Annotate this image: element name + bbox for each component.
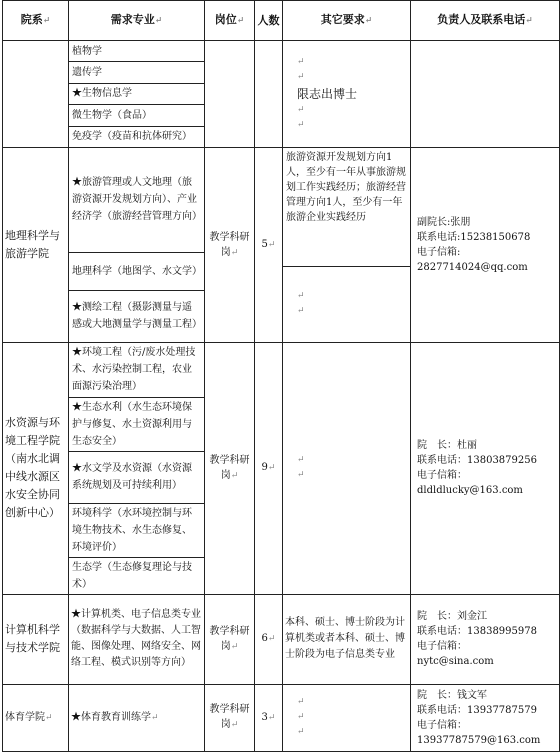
header-contact: 负责人及联系电话↵: [411, 1, 560, 41]
other-cell: ↵ ↵: [283, 343, 411, 595]
other-requirement: 旅游资源开发规划方向1人，至少有一年从事旅游规划工作实践经历；旅游经营管理方向1人，至少有一年旅游企业实践经历: [283, 148, 410, 266]
contact-name: 院 长：钱文军: [417, 689, 487, 701]
contact-cell: [411, 343, 560, 595]
contact-cell: [411, 148, 560, 343]
contact-name: 院 长：杜丽: [417, 440, 477, 452]
contact-cell: [411, 594, 560, 684]
table-row: [3, 41, 560, 148]
count-cell: [255, 41, 283, 148]
major-cell: ★体育教育训练学↵: [69, 684, 205, 751]
college-cell: 体育学院↵: [3, 684, 69, 751]
contact-email: nytc@sina.com: [417, 656, 494, 667]
major-item: ★水文学及水资源（水资源系统规划及可持续利用）: [69, 451, 204, 503]
major-cell: ★计算机类、电子信息类专业（数据科学与大数据、人工智能、图像处理、网络安全、网络工程、模式识别等方向）: [69, 594, 205, 684]
contact-email: 2827714024@qq.com: [417, 262, 528, 273]
post-cell: [205, 41, 255, 148]
major-item: 环境科学（水环境控制与环境生物技术、水生态修复、环境评价）: [69, 503, 204, 557]
other-cell: 旅游资源开发规划方向1人，至少有一年从事旅游规划工作实践经历；旅游经营管理方向1人，至少有一年旅游企业实践经历 ↵ ↵: [283, 148, 411, 343]
contact-email-label: 电子信箱：: [417, 470, 467, 482]
contact-email-label: 电子信箱：: [417, 719, 467, 731]
major-item: 遗传学: [69, 62, 204, 83]
major-item: 地理科学（地图学、水文学）: [69, 252, 204, 290]
table-row: [3, 148, 560, 343]
contact-cell: [411, 684, 560, 751]
table-row: [3, 684, 560, 751]
header-count: 人数: [255, 1, 283, 41]
contact-name: 院 长：刘金江: [417, 611, 487, 622]
post-cell: 教学科研岗↵: [205, 594, 255, 684]
contact-email-label: 电子信箱:: [417, 247, 461, 258]
major-item: ★环境工程（污/废水处理技术、水污染控制工程，农业面源污染治理）: [69, 343, 204, 397]
header-college: 院系↵: [3, 1, 69, 41]
major-item: ★生物信息学: [69, 83, 204, 104]
table-row: [3, 594, 560, 684]
post-cell: 教学科研岗↵: [205, 148, 255, 343]
college-cell: 计算机科学与技术学院: [3, 594, 69, 684]
count-cell: 9↵: [255, 343, 283, 595]
major-item: ★旅游管理或人文地理（旅游资源开发规划方向）、产业经济学（旅游经营管理方向）: [69, 148, 204, 252]
header-other: 其它要求↵: [283, 1, 411, 41]
major-item: ★生态水利（水生态环境保护与修复、水土资源利用与生态安全）: [69, 397, 204, 451]
contact-phone: 联系电话：13838995978: [417, 626, 537, 637]
count-cell: 3↵: [255, 684, 283, 751]
contact-email-label: 电子信箱：: [417, 641, 467, 652]
major-item: 微生物学（食品）: [69, 105, 204, 126]
post-cell: 教学科研岗↵: [205, 684, 255, 751]
other-cell: 本科、硕士、博士阶段为计算机类或者本科、硕士、博士阶段为电子信息类专业: [283, 594, 411, 684]
count-cell: 5↵: [255, 148, 283, 343]
contact-phone: 联系电话:15238150678: [417, 232, 531, 243]
table-row: [3, 343, 560, 595]
major-cell: [69, 148, 205, 343]
post-cell: 教学科研岗↵: [205, 343, 255, 595]
contact-phone: 联系电话：13803879256: [417, 455, 537, 467]
major-item: ★测绘工程（摄影测量与遥感或大地测量学与测量工程）: [72, 302, 202, 331]
header-row: [3, 1, 560, 41]
count-cell: 6↵: [255, 594, 283, 684]
major-item: 生态学（生态修复理论与技术）: [72, 561, 192, 590]
other-requirement: 限志出博士: [297, 87, 358, 101]
recruitment-table: [2, 0, 560, 752]
major-cell: [69, 343, 205, 595]
header-major: 需求专业↵: [69, 1, 205, 41]
contact-phone: 联系电话：13937787579: [417, 704, 537, 716]
other-cell: ↵ ↵ 限志出博士 ↵ ↵: [283, 41, 411, 148]
contact-email: 13937787579@163.com: [417, 734, 541, 746]
contact-name: 副院长:张朋: [417, 217, 471, 228]
college-cell: 水资源与环境工程学院（南水北调中线水源区水安全协同创新中心）: [3, 343, 69, 595]
major-cell: [69, 41, 205, 148]
header-post: 岗位↵: [205, 1, 255, 41]
major-item: 免疫学（疫苗和抗体研究）: [72, 131, 192, 143]
contact-cell: [411, 41, 560, 148]
college-cell: [3, 41, 69, 148]
contact-email: dldldlucky@163.com: [417, 485, 523, 497]
other-cell: ↵ ↵ ↵: [283, 684, 411, 751]
college-cell: 地理科学与旅游学院: [3, 148, 69, 343]
major-item: 植物学: [69, 41, 204, 62]
